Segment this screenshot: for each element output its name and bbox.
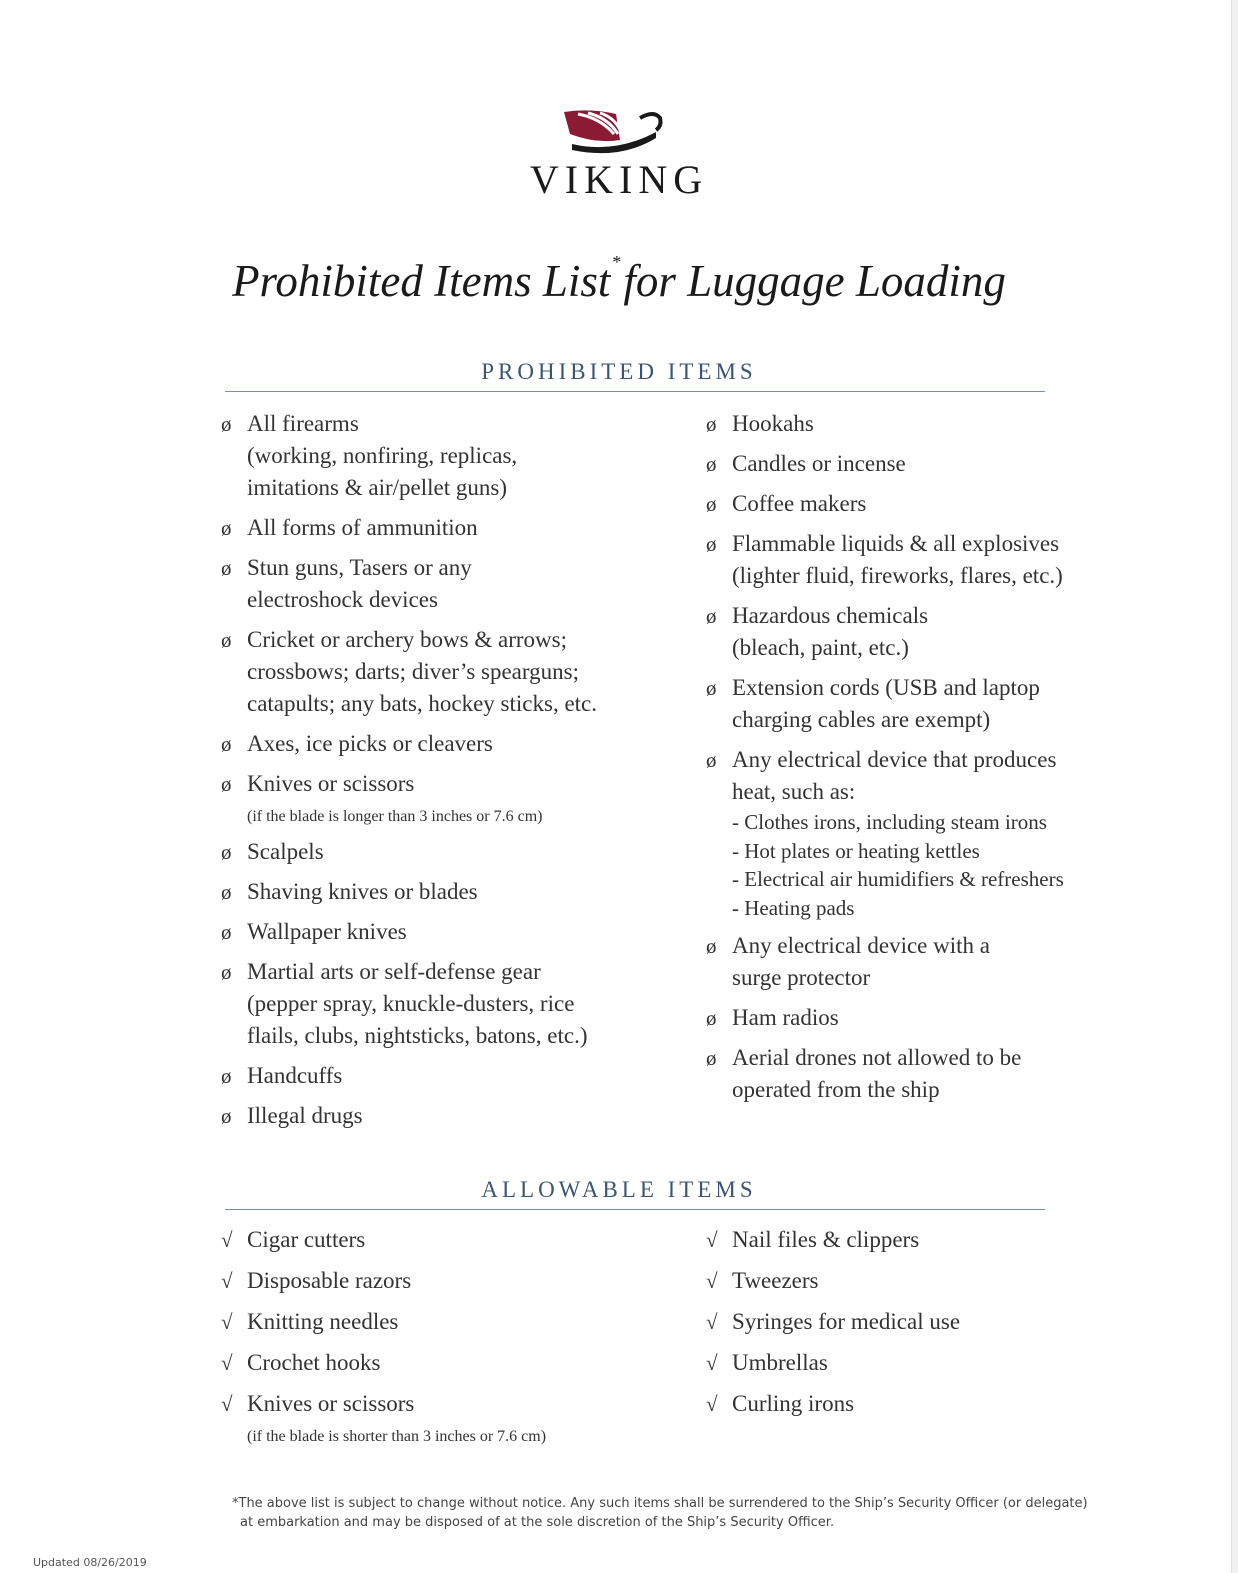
list-item — [706, 1002, 1106, 1034]
item-label: Candles or incense — [732, 451, 906, 476]
item-label: Axes, ice picks or cleavers — [247, 731, 493, 756]
list-item — [706, 1388, 1106, 1420]
page-title — [0, 252, 1238, 307]
check-mark-icon: √ — [221, 1269, 233, 1293]
list-item — [706, 1265, 1106, 1297]
item-label: Aerial drones not allowed to be — [732, 1045, 1022, 1070]
list-item — [221, 768, 661, 828]
list-item — [706, 528, 1106, 592]
check-mark-icon: √ — [221, 1228, 233, 1252]
list-item — [706, 744, 1106, 922]
item-detail-line: crossbows; darts; diver’s spearguns; — [247, 659, 579, 684]
item-detail-line: operated from the ship — [732, 1077, 940, 1102]
list-item — [221, 624, 661, 720]
item-detail-line: (pepper spray, knuckle-dusters, rice — [247, 991, 575, 1016]
list-item — [221, 1224, 661, 1256]
item-label: Hazardous chemicals — [732, 603, 929, 628]
prohibited-mark-icon: ø — [221, 628, 232, 652]
title-footnote-marker: * — [612, 252, 622, 272]
item-label: All forms of ammunition — [247, 515, 478, 540]
page-edge — [1231, 0, 1238, 1573]
brand-name: VIKING — [529, 157, 709, 202]
list-item — [221, 728, 661, 760]
list-item — [221, 876, 661, 908]
allowable-left-column — [221, 1224, 661, 1457]
item-label: Ham radios — [732, 1005, 839, 1030]
prohibited-mark-icon: ø — [706, 412, 717, 436]
list-item — [221, 916, 661, 948]
item-detail-line: (lighter fluid, fireworks, flares, etc.) — [732, 563, 1063, 588]
list-item — [706, 488, 1106, 520]
list-item — [706, 448, 1106, 480]
item-label: Knives or scissors — [247, 1391, 415, 1416]
check-mark-icon: √ — [221, 1351, 233, 1375]
item-detail-line: charging cables are exempt) — [732, 707, 991, 732]
prohibited-mark-icon: ø — [706, 604, 717, 628]
footnote-line-1: *The above list is subject to change without notice. Any such items shall be surrendered to the Ship’s Security Officer (or delegate) — [232, 1496, 1088, 1511]
allowable-heading: ALLOWABLE ITEMS — [481, 1177, 757, 1202]
item-label: Knitting needles — [247, 1309, 399, 1334]
item-label: Any electrical device with a — [732, 933, 990, 958]
prohibited-mark-icon: ø — [221, 1104, 232, 1128]
item-detail-line: surge protector — [732, 965, 871, 990]
item-label: Illegal drugs — [247, 1103, 363, 1128]
list-item — [221, 408, 661, 504]
item-note: (if the blade is longer than 3 inches or 7.6 cm) — [247, 808, 543, 825]
list-item — [221, 1388, 661, 1448]
item-sub-bullet: - Clothes irons, including steam irons — [732, 810, 1047, 834]
item-label: Flammable liquids & all explosives — [732, 531, 1060, 556]
list-item — [221, 552, 661, 616]
list-item — [706, 930, 1106, 994]
prohibited-heading: PROHIBITED ITEMS — [481, 359, 757, 384]
item-detail-line: electroshock devices — [247, 587, 438, 612]
item-label: Knives or scissors — [247, 771, 415, 796]
item-detail-line: catapults; any bats, hockey sticks, etc. — [247, 691, 598, 716]
item-note: (if the blade is shorter than 3 inches or 7.6 cm) — [247, 1428, 547, 1445]
list-item — [221, 1100, 661, 1132]
check-mark-icon: √ — [706, 1310, 718, 1334]
prohibited-right-column — [706, 408, 1106, 1114]
prohibited-mark-icon: ø — [221, 516, 232, 540]
item-detail-line: heat, such as: — [732, 779, 856, 804]
item-label: Cricket or archery bows & arrows; — [247, 627, 567, 652]
prohibited-divider — [225, 391, 1045, 392]
title-rest: for Luggage Loading — [623, 256, 1006, 306]
prohibited-mark-icon: ø — [706, 1006, 717, 1030]
check-mark-icon: √ — [706, 1392, 718, 1416]
list-item — [706, 1347, 1106, 1379]
prohibited-mark-icon: ø — [221, 412, 232, 436]
prohibited-left-column — [221, 408, 661, 1140]
prohibited-mark-icon: ø — [221, 920, 232, 944]
item-label: Wallpaper knives — [247, 919, 407, 944]
item-label: Hookahs — [732, 411, 814, 436]
check-mark-icon: √ — [221, 1392, 233, 1416]
list-item — [221, 1306, 661, 1338]
item-label: Martial arts or self-defense gear — [247, 959, 541, 984]
item-label: Nail files & clippers — [732, 1227, 920, 1252]
prohibited-mark-icon: ø — [221, 772, 232, 796]
item-detail-line: (working, nonfiring, replicas, — [247, 443, 518, 468]
prohibited-mark-icon: ø — [706, 1046, 717, 1070]
list-item — [706, 1042, 1106, 1106]
allowable-divider — [225, 1209, 1045, 1210]
footnote — [232, 1494, 1092, 1532]
list-item — [706, 408, 1106, 440]
prohibited-mark-icon: ø — [221, 960, 232, 984]
list-item — [706, 600, 1106, 664]
check-mark-icon: √ — [706, 1269, 718, 1293]
item-sub-bullet: - Heating pads — [732, 895, 855, 920]
list-item — [706, 1224, 1106, 1256]
item-label: Tweezers — [732, 1268, 819, 1293]
item-label: Shaving knives or blades — [247, 879, 478, 904]
updated-date: Updated 08/26/2019 — [33, 1556, 147, 1569]
item-label: Stun guns, Tasers or any — [247, 555, 472, 580]
prohibited-mark-icon: ø — [706, 532, 717, 556]
list-item — [706, 1306, 1106, 1338]
item-label: Scalpels — [247, 839, 324, 864]
item-label: Syringes for medical use — [732, 1309, 961, 1334]
list-item — [221, 512, 661, 544]
check-mark-icon: √ — [706, 1351, 718, 1375]
item-label: Extension cords (USB and laptop — [732, 675, 1040, 700]
item-sub-bullet: - Electrical air humidifiers & refreshers — [732, 867, 1064, 891]
item-label: Curling irons — [732, 1391, 855, 1416]
prohibited-mark-icon: ø — [706, 748, 717, 772]
prohibited-mark-icon: ø — [221, 1064, 232, 1088]
check-mark-icon: √ — [706, 1228, 718, 1252]
prohibited-mark-icon: ø — [706, 934, 717, 958]
title-main: Prohibited Items List — [232, 256, 611, 306]
item-label: Coffee makers — [732, 491, 867, 516]
item-detail-line: imitations & air/pellet guns) — [247, 475, 507, 500]
prohibited-mark-icon: ø — [221, 556, 232, 580]
item-label: Any electrical device that produces — [732, 747, 1057, 772]
list-item — [221, 1060, 661, 1092]
item-label: Disposable razors — [247, 1268, 412, 1293]
item-label: Umbrellas — [732, 1350, 828, 1375]
item-label: All firearms — [247, 411, 359, 436]
footnote-line-2: at embarkation and may be disposed of at the sole discretion of the Ship’s Security Officer. — [240, 1515, 835, 1530]
item-label: Crochet hooks — [247, 1350, 381, 1375]
item-label: Cigar cutters — [247, 1227, 366, 1252]
list-item — [221, 1347, 661, 1379]
list-item — [221, 1265, 661, 1297]
prohibited-mark-icon: ø — [221, 880, 232, 904]
prohibited-mark-icon: ø — [706, 676, 717, 700]
list-item — [221, 836, 661, 868]
list-item — [706, 672, 1106, 736]
prohibited-mark-icon: ø — [221, 732, 232, 756]
item-detail-line: flails, clubs, nightsticks, batons, etc.) — [247, 1023, 588, 1048]
check-mark-icon: √ — [221, 1310, 233, 1334]
prohibited-mark-icon: ø — [221, 840, 232, 864]
item-detail-line: (bleach, paint, etc.) — [732, 635, 909, 660]
list-item — [221, 956, 661, 1052]
prohibited-mark-icon: ø — [706, 492, 717, 516]
item-sub-bullet: - Hot plates or heating kettles — [732, 838, 980, 863]
viking-ship-logo-icon — [560, 104, 670, 160]
item-label: Handcuffs — [247, 1063, 343, 1088]
prohibited-mark-icon: ø — [706, 452, 717, 476]
allowable-right-column — [706, 1224, 1106, 1429]
